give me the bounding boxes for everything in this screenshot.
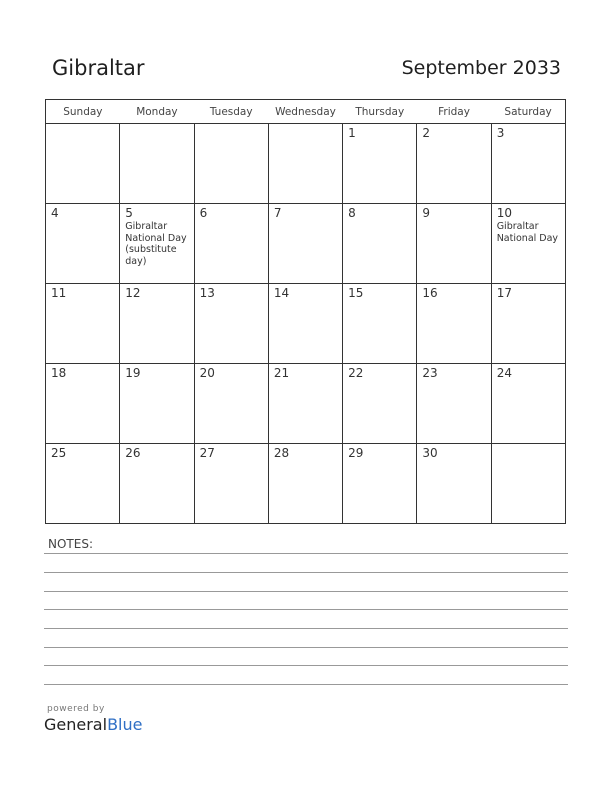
powered-by-text: powered by: [47, 704, 105, 714]
notes-line: [44, 628, 568, 629]
day-cell: [120, 124, 194, 204]
day-cell: [343, 204, 417, 284]
day-number: 28: [273, 446, 290, 460]
day-number: 19: [125, 366, 141, 380]
day-cell: [491, 444, 565, 524]
notes-line: [44, 609, 568, 610]
day-number: 6: [199, 206, 208, 220]
weekday-header: Monday: [120, 100, 194, 124]
day-cell: [46, 364, 120, 444]
day-cell: [194, 364, 268, 444]
week-row: [46, 284, 566, 364]
day-cell: [491, 204, 565, 284]
day-number: 13: [199, 286, 215, 300]
day-cell: [417, 284, 491, 364]
day-number: 10: [496, 206, 512, 220]
notes-label: NOTES:: [48, 537, 93, 551]
notes-line: [44, 647, 568, 648]
holiday-label: Gibraltar National Day: [496, 221, 559, 244]
brand-general: General: [44, 715, 108, 734]
day-cell: [46, 124, 120, 204]
day-cell: [46, 204, 120, 284]
day-cell: [120, 204, 194, 284]
day-cell: [120, 364, 194, 444]
day-number: 30: [422, 446, 438, 460]
brand-name: [44, 715, 142, 734]
day-cell: [268, 124, 342, 204]
day-number: 4: [51, 206, 59, 220]
day-number: 18: [51, 366, 67, 380]
notes-line: [44, 684, 568, 685]
day-cell: [417, 444, 491, 524]
day-cell: [120, 444, 194, 524]
day-number: 3: [496, 126, 505, 140]
day-cell: [491, 284, 565, 364]
day-number: 23: [422, 366, 438, 380]
weekday-header: Sunday: [46, 100, 120, 124]
week-row: [46, 204, 566, 284]
day-cell: [343, 364, 417, 444]
weekday-header: Saturday: [491, 100, 565, 124]
day-number: 24: [496, 366, 512, 380]
week-row: [46, 124, 566, 204]
calendar-grid: [45, 99, 566, 524]
day-number: 27: [199, 446, 215, 460]
weekday-header: Wednesday: [268, 100, 342, 124]
day-cell: [491, 364, 565, 444]
notes-line: [44, 591, 568, 592]
day-number: 2: [422, 126, 431, 140]
weekday-header-row: [46, 100, 566, 124]
holiday-label: Gibraltar National Day (substitute day): [125, 221, 187, 267]
day-cell: [343, 284, 417, 364]
day-number: 9: [422, 206, 431, 220]
day-number: 11: [51, 286, 67, 300]
day-number: 8: [348, 206, 356, 220]
day-number: 25: [51, 446, 67, 460]
day-cell: [194, 204, 268, 284]
country-title: Gibraltar: [52, 56, 145, 80]
day-cell: [46, 284, 120, 364]
day-cell: [417, 364, 491, 444]
notes-line: [44, 572, 568, 573]
day-number: 1: [348, 126, 356, 140]
day-cell: [268, 444, 342, 524]
brand-logo: [44, 704, 142, 734]
day-cell: [343, 444, 417, 524]
day-number: 22: [348, 366, 364, 380]
notes-line: [44, 553, 568, 554]
day-number: 14: [273, 286, 290, 300]
day-cell: [417, 124, 491, 204]
day-cell: [194, 444, 268, 524]
day-number: 7: [273, 206, 282, 220]
weekday-header: Tuesday: [194, 100, 268, 124]
brand-blue: Blue: [107, 715, 143, 734]
day-cell: [343, 124, 417, 204]
day-cell: [268, 204, 342, 284]
day-cell: [194, 124, 268, 204]
day-cell: [46, 444, 120, 524]
day-number: 29: [348, 446, 364, 460]
day-cell: [268, 364, 342, 444]
notes-line: [44, 665, 568, 666]
day-number: 26: [125, 446, 141, 460]
day-number: 16: [422, 286, 438, 300]
day-number: 17: [496, 286, 512, 300]
week-row: [46, 444, 566, 524]
day-cell: [268, 284, 342, 364]
day-cell: [491, 124, 565, 204]
day-number: 20: [199, 366, 215, 380]
month-year-title: September 2033: [401, 57, 561, 79]
weekday-header: Friday: [417, 100, 491, 124]
weekday-header: Thursday: [343, 100, 417, 124]
week-row: [46, 364, 566, 444]
day-number: 5: [125, 206, 133, 220]
day-cell: [120, 284, 194, 364]
day-number: 15: [348, 286, 364, 300]
day-number: 12: [125, 286, 141, 300]
day-cell: [417, 204, 491, 284]
day-number: 21: [273, 366, 290, 380]
day-cell: [194, 284, 268, 364]
